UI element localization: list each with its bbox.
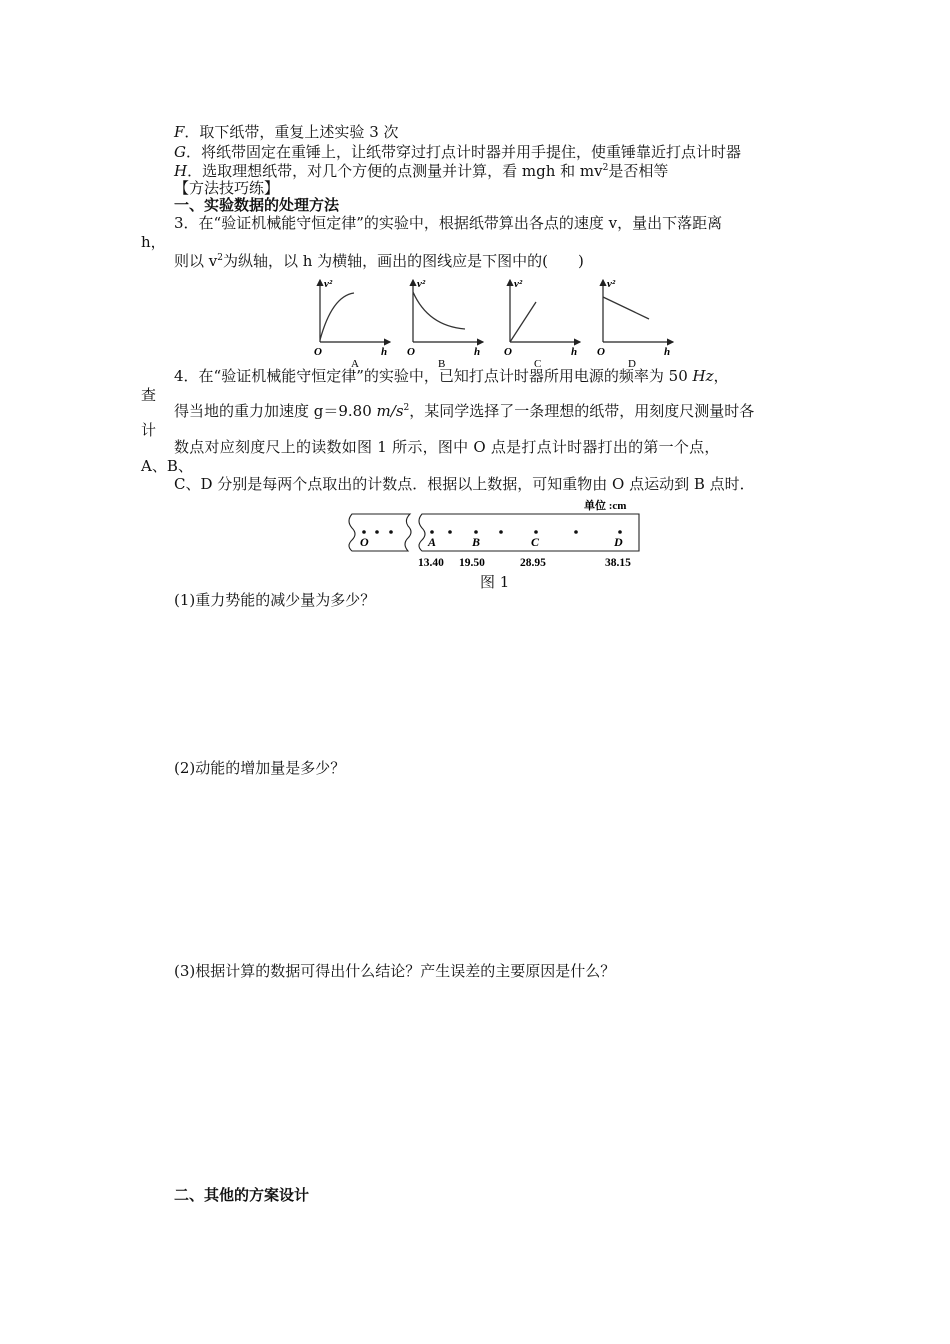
graph-b-xaxis: h [474, 346, 481, 358]
tape-figure [344, 496, 644, 571]
tape-dot [574, 530, 578, 534]
q3-line1: 3．在“验证机械能守恒定律”的实验中，根据纸带算出各点的速度 v，量出下落距离 [174, 214, 723, 232]
graph-b-origin: O [407, 346, 415, 358]
q4-margin1: 查 [141, 386, 157, 404]
step-g-text: ．将纸带固定在重锤上，让纸带穿过打点计时器并用手提住，使重锤靠近打点计时器 [185, 143, 741, 161]
graph-b-label: B [438, 358, 446, 370]
graph-c-origin: O [504, 346, 512, 358]
step-f [174, 122, 399, 142]
q4-sub3: (3)根据计算的数据可得出什么结论？产生误差的主要原因是什么？ [174, 962, 616, 980]
graph-d-label: D [628, 358, 636, 370]
graph-c-line [510, 302, 536, 342]
q4-line2-b: ，某同学选择了一条理想的纸带，用刻度尺测量时各 [409, 402, 755, 420]
graph-a-label: A [351, 358, 359, 370]
graph-c [504, 278, 580, 370]
q3-line2-a: 则以 v [174, 252, 218, 270]
tape-left-piece [349, 514, 411, 551]
tape-dot [618, 530, 622, 534]
q3-line2 [174, 251, 584, 271]
tape-dot [499, 530, 503, 534]
q4-line1-unit: Hz [692, 367, 714, 385]
tape-point-o: O [360, 535, 369, 549]
tape-dot [448, 530, 452, 534]
graph-c-label: C [534, 358, 542, 370]
graph-d-line [603, 297, 649, 319]
step-h-letter: H [174, 162, 188, 180]
q4-line3: 数点对应刻度尺上的读数如图 1 所示，图中 O 点是打点计时器打出的第一个点， [174, 438, 720, 456]
graph-b-yaxis: v² [417, 278, 426, 290]
step-g [174, 142, 741, 162]
graph-c-yaxis: v² [514, 278, 523, 290]
tape-reading-b: 19.50 [459, 557, 485, 569]
q4-sub1: (1)重力势能的减少量为多少？ [174, 591, 376, 609]
section2-title: 二、其他的方案设计 [174, 1186, 310, 1204]
step-h-sup: 2 [602, 163, 609, 173]
step-g-letter: G [174, 143, 186, 161]
q4-line2 [174, 401, 754, 421]
tape-point-d: D [614, 535, 623, 549]
graph-d [597, 278, 673, 370]
q4-line4: C、D 分别是每两个点取出的计数点．根据以上数据，可知重物由 O 点运动到 B 点时． [174, 475, 755, 493]
tape-dot [375, 530, 379, 534]
tape-reading-a: 13.40 [418, 557, 444, 569]
graph-a-curve [320, 293, 354, 340]
tape-right-piece [419, 514, 639, 551]
q4-line2-sup: 2 [403, 403, 410, 413]
graph-a [314, 278, 390, 370]
section-label: 【方法技巧练】 [174, 179, 280, 197]
q4-margin2: 计 [141, 421, 157, 439]
tape-dot [430, 530, 434, 534]
tape-dot [362, 530, 366, 534]
section1-title: 一、实验数据的处理方法 [174, 196, 340, 214]
q4-line2-unit: m/s [376, 402, 404, 420]
q4-line1-b: ， [713, 367, 729, 385]
tape-reading-d: 38.15 [605, 557, 631, 569]
graph-d-yaxis: v² [607, 278, 616, 290]
q4-line2-a: 得当地的重力加速度 g＝9.80 [174, 402, 377, 420]
step-f-letter: F [174, 123, 185, 141]
tape-dot [534, 530, 538, 534]
step-h-text-b: 是否相等 [608, 162, 669, 180]
graph-a-xaxis: h [381, 346, 388, 358]
q3-line2-b: 为纵轴，以 h 为横轴，画出的图线应是下图中的( ) [222, 252, 584, 270]
graph-a-yaxis: v² [324, 278, 333, 290]
step-h-text-a: ．选取理想纸带，对几个方便的点测量并计算，看 mgh 和 mv [187, 162, 603, 180]
graph-b-curve [413, 292, 465, 329]
q4-sub2: (2)动能的增加量是多少？ [174, 759, 346, 777]
graph-d-xaxis: h [664, 346, 671, 358]
tape-point-a: A [428, 535, 437, 549]
graph-c-xaxis: h [571, 346, 578, 358]
q3-graphs [300, 272, 690, 370]
tape-unit: 单位 :cm [584, 500, 627, 512]
tape-caption: 图 1 [480, 573, 510, 591]
q4-line1 [174, 366, 729, 386]
step-f-text: ．取下纸带，重复上述实验 3 次 [184, 123, 399, 141]
q3-margin1: h， [141, 233, 166, 251]
tape-point-c: C [531, 535, 540, 549]
tape-reading-c: 28.95 [520, 557, 546, 569]
q4-margin3: A、B、 [141, 457, 193, 475]
tape-dot [474, 530, 478, 534]
tape-dot [389, 530, 393, 534]
graph-a-origin: O [314, 346, 322, 358]
q4-line1-a: 4．在“验证机械能守恒定律”的实验中，已知打点计时器所用电源的频率为 50 [174, 367, 693, 385]
tape-point-b: B [472, 535, 481, 549]
graph-d-origin: O [597, 346, 605, 358]
graph-b [407, 278, 483, 370]
q3-line2-sup: 2 [217, 253, 223, 263]
